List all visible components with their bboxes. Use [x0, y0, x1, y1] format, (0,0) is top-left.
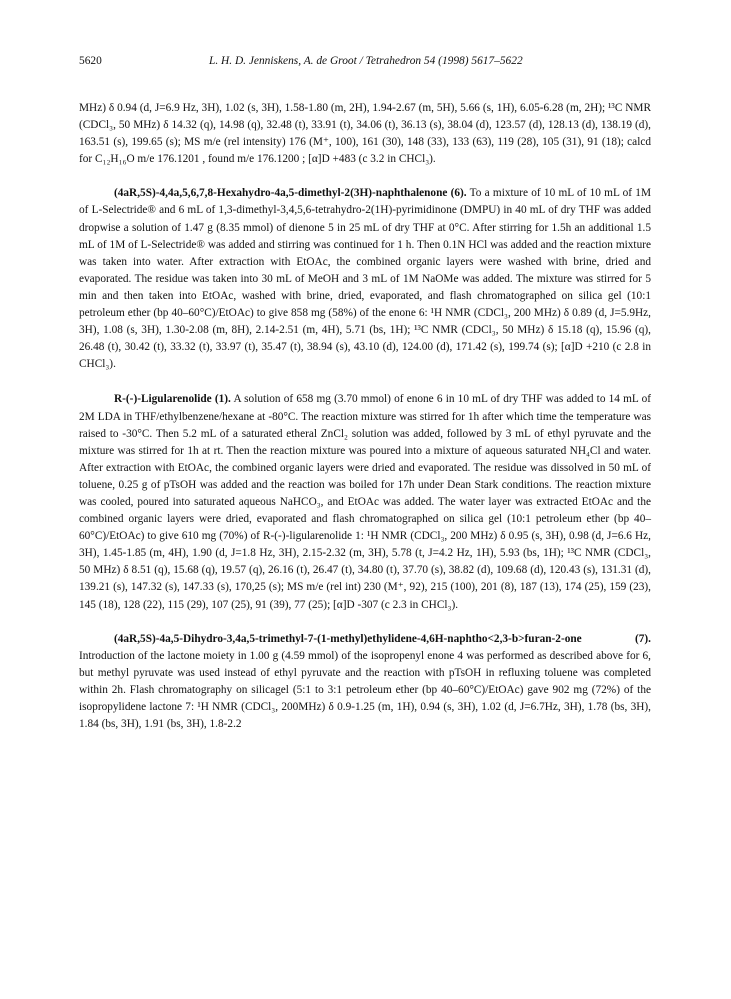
- paragraph-compound-6: [79, 185, 651, 373]
- paragraph-body: To a mixture of 10 mL of 10 mL of 1M of L-Selectride® and 6 mL of 1,3-dimethyl-3,4,5,6-tetrahydro-2(1H)-pyrimidinone (DMPU) in 40 mL of dry THF was added dropwise a solution of 1.47 g (8.35 mmol) of dienone 5 in 25 mL of dry THF at 0°C. After stirring for 1.5h an additional 1.5 mL of 1M of L-Selectride® was added and stirring was continued for 1 h. Then 0.1N HCl was added and the reaction mixture was taken into water. After extraction with EtOAc, the combined organic layers were washed with brine, dried and evaporated. The residue was taken into 30 mL of MeOH and 3 mL of 1M NaOMe was added. The mixture was stirred for 5 min and then taken into EtOAc, washed with brine, dried, evaporated, and flash chromatographed on silica gel (10:1 petroleum ether (bp 40–60°C)/EtOAc) to give 858 mg (58%) of the enone 6: ¹H NMR (CDCl₃, 200 MHz) δ 0.89 (d, J=5.9Hz, 3H), 1.08 (s, 3H), 1.30-2.08 (m, 8H), 2.14-2.51 (m, 4H), 5.71 (bs, 1H); ¹³C NMR (CDCl₃, 50 MHz) δ 15.18 (q), 15.96 (q), 26.48 (t), 30.42 (t), 33.32 (t), 33.97 (t), 35.47 (t), 38.94 (s), 43.10 (d), 124.00 (d), 171.42 (s), 199.74 (s); [α]D +210 (c 2.8 in CHCl₃).: [79, 187, 652, 371]
- paragraph-continuation: [79, 100, 651, 168]
- paragraph-body: A solution of 658 mg (3.70 mmol) of enone 6 in 10 mL of dry THF was added to 14 mL of 2M LDA in THF/ethylbenzene/hexane at -80°C. The reaction mixture was stirred for 1h after which time the temperature was raised to -30°C. Then 5.2 mL of a saturated etheral ZnCl₂ solution was added, followed by 3 mL of ethyl pyruvate and the mixture was stirred for 1h at rt. Then the reaction mixture was poured into a mixture of aqueous saturated NH₄Cl and water. After extraction with EtOAc, the combined organic layers were dried and evaporated. The residue was dissolved in 50 mL of toluene, 0.25 g of pTsOH was added and the reaction was boiled for 17h under Dean Stark conditions. The reaction mixture was cooled, poured into saturated aqueous NaHCO₃, and EtOAc was added. The water layer was extracted EtOAc and the combined organic layers were dried, evaporated and flash chromatographed on silica gel (10:1 petroleum ether (bp 40–60°C)/EtOAc) to give 610 mg (70%) of R-(-)-ligularenolide 1: ¹H NMR (CDCl₃, 200 MHz) δ 0.95 (s, 3H), 0.98 (d, J=6.6 Hz, 3H), 1.45-1.85 (m, 4H), 1.90 (d, J=1.8 Hz, 3H), 2.15-2.32 (m, 3H), 5.78 (t, J=4.2 Hz, 1H), 5.93 (bs, 1H); ¹³C NMR (CDCl₃, 50 MHz) δ 8.51 (q), 15.68 (q), 19.57 (q), 26.16 (t), 26.47 (t), 34.80 (t), 37.70 (s), 38.82 (d), 109.68 (d), 120.43 (s), 131.31 (d), 139.21 (s), 147.32 (s), 147.33 (s), 170,25 (s); MS m/e (rel int) 230 (M⁺, 92), 215 (100), 201 (8), 187 (13), 174 (25), 159 (23), 145 (18), 128 (22), 115 (29), 107 (25), 91 (39), 77 (25); [α]D -307 (c 2.3 in CHCl₃).: [79, 393, 651, 611]
- article-body: [79, 100, 651, 733]
- paragraph-body: Introduction of the lactone moiety in 1.00 g (4.59 mmol) of the isopropenyl enone 4 was performed as described above for 6, but methyl pyruvate was used instead of ethyl pyruvate and the reaction with pTsOH in refluxing toluene was completed within 2h. Flash chromatography on silicagel (5:1 to 3:1 petroleum ether (bp 40–60°C)/EtOAc) gave 902 mg (72%) of the isopropylidene lactone 7: ¹H NMR (CDCl₃, 200MHz) δ 0.9-1.25 (m, 1H), 0.94 (s, 3H), 1.02 (d, J=6.7Hz, 3H), 1.78 (bs, 3H), 1.84 (bs, 3H), 1.91 (bs, 3H), 1.8-2.2: [79, 649, 651, 731]
- compound-heading: (4aR,5S)-4a,5-Dihydro-3,4a,5-trimethyl-7-(1-methyl)ethylidene-4,6H-naphtho<2,3-b>furan-2-one (7).: [114, 632, 651, 645]
- compound-heading: R-(-)-Ligularenolide (1).: [114, 393, 231, 406]
- compound-heading: (4aR,5S)-4,4a,5,6,7,8-Hexahydro-4a,5-dimethyl-2(3H)-naphthalenone (6).: [114, 187, 467, 200]
- paragraph-ligularenolide: [79, 391, 651, 613]
- paragraph-compound-7: [79, 631, 651, 734]
- page-number: 5620: [79, 55, 102, 67]
- paragraph-body: MHz) δ 0.94 (d, J=6.9 Hz, 3H), 1.02 (s, 3H), 1.58-1.80 (m, 2H), 1.94-2.67 (m, 5H), 5.66 (s, 1H), 6.05-6.28 (m, 2H); ¹³C NMR (CDCl₃, 50 MHz) δ 14.32 (q), 14.98 (q), 32.48 (t), 33.91 (t), 34.06 (t), 36.13 (s), 38.04 (d), 123.57 (d), 128.13 (d), 138.19 (d), 163.51 (s), 199.65 (s); MS m/e (rel intensity) 176 (M⁺, 100), 161 (30), 148 (33), 133 (63), 119 (28), 105 (31), 91 (18); calcd for C₁₂H₁₆O m/e 176.1201 , found m/e 176.1200 ; [α]D +483 (c 3.2 in CHCl₃).: [79, 102, 651, 166]
- running-head: L. H. D. Jenniskens, A. de Groot / Tetrahedron 54 (1998) 5617–5622: [209, 55, 523, 67]
- running-header: [79, 55, 651, 71]
